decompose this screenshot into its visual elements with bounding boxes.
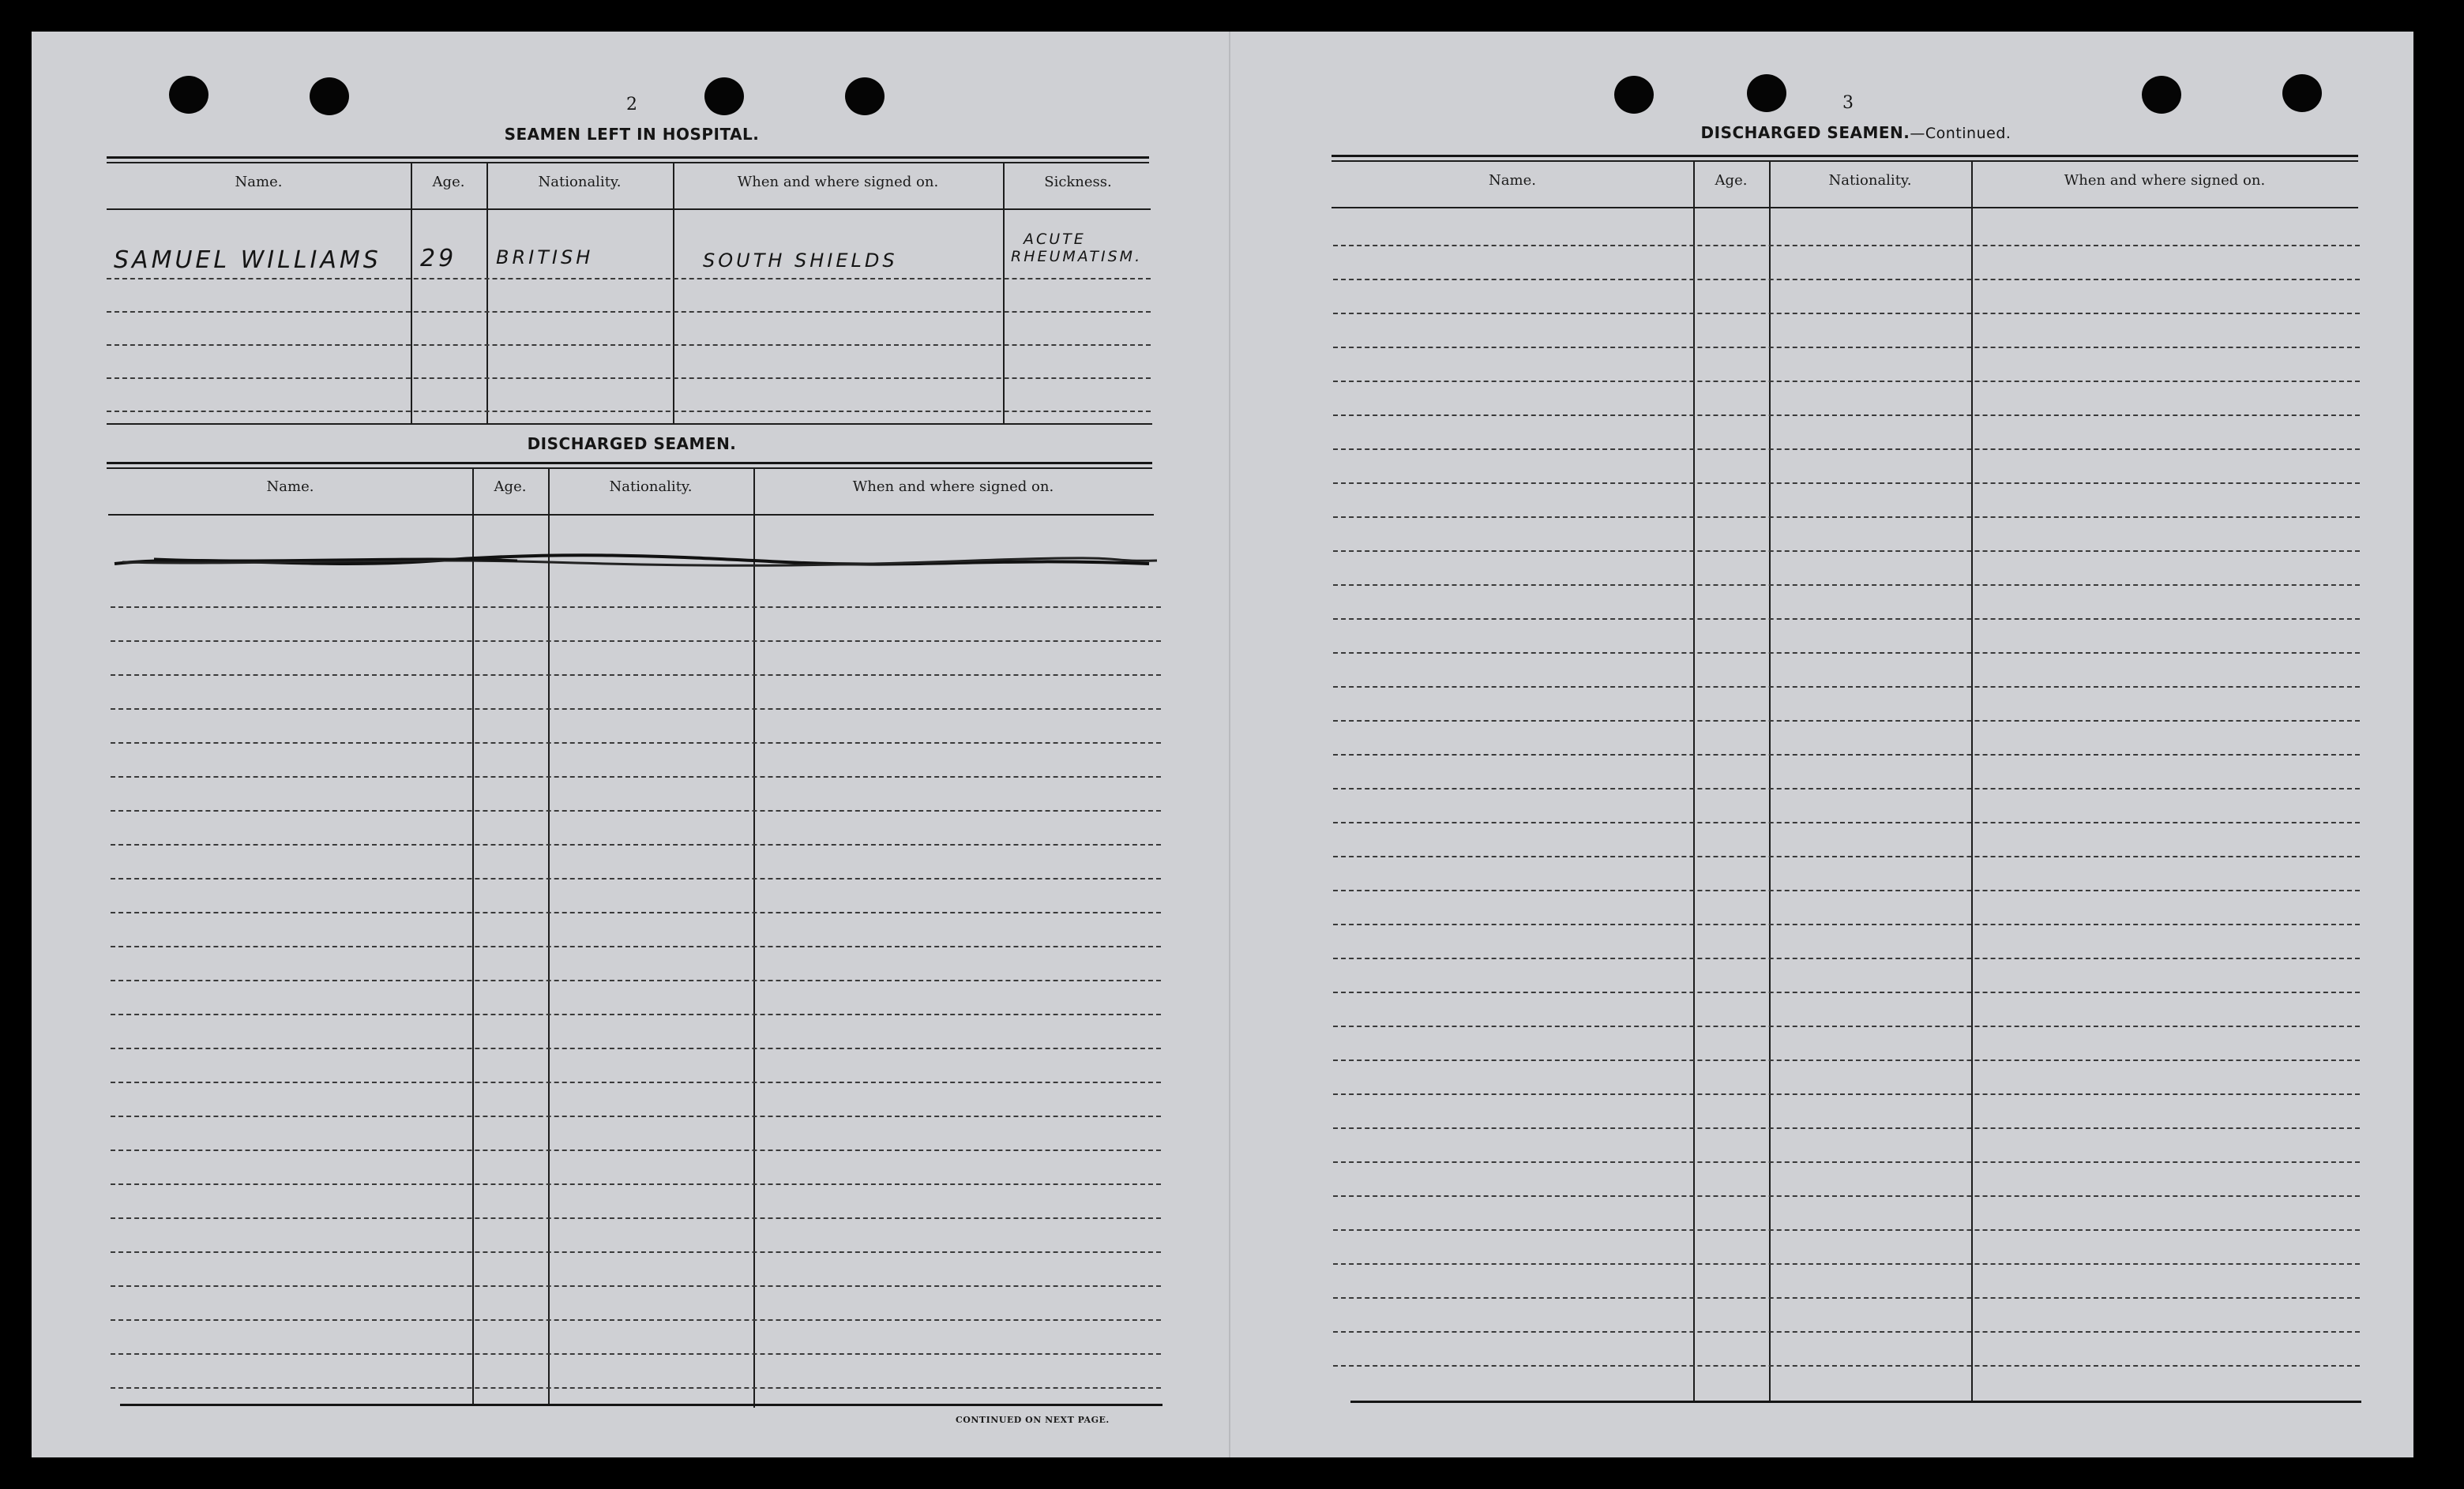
discharged-section-title: DISCHARGED SEAMEN. xyxy=(527,434,737,453)
col-divider xyxy=(472,468,474,1405)
entry-line xyxy=(111,1387,1161,1389)
entry-line xyxy=(1333,924,2360,925)
entry-line xyxy=(111,776,1161,778)
entry-line xyxy=(1333,313,2360,314)
punch-hole xyxy=(1747,74,1786,112)
hospital-top-rule xyxy=(107,156,1149,159)
entry-line xyxy=(111,606,1161,608)
entry-line xyxy=(111,742,1161,744)
entry-line xyxy=(1333,1331,2360,1333)
entry-line xyxy=(111,1014,1161,1015)
right-page xyxy=(1232,32,2413,1457)
hospital-section-title: SEAMEN LEFT IN HOSPITAL. xyxy=(504,125,760,144)
entry-line xyxy=(111,946,1161,947)
hospital-entry-age: 29 xyxy=(420,245,457,272)
punch-hole xyxy=(2282,74,2322,112)
struck-out-entry xyxy=(107,546,1165,578)
hospital-header-rule xyxy=(107,208,1151,210)
left-page xyxy=(32,32,1232,1457)
entry-line xyxy=(1333,1161,2360,1163)
col-divider xyxy=(673,163,674,423)
column-header-signed-on: When and where signed on. xyxy=(2064,172,2266,189)
entry-line xyxy=(1333,279,2360,280)
column-header-name: Name. xyxy=(235,174,283,190)
entry-line xyxy=(111,674,1161,676)
entry-line xyxy=(111,980,1161,981)
entry-line xyxy=(1333,414,2360,416)
punch-hole xyxy=(169,76,208,114)
entry-line xyxy=(111,708,1161,710)
col-divider xyxy=(548,468,550,1406)
entry-line xyxy=(1333,754,2360,756)
entry-line xyxy=(111,810,1161,812)
entry-line xyxy=(111,912,1161,913)
table-top-rule-2 xyxy=(1332,160,2358,162)
entry-line xyxy=(1333,1127,2360,1129)
discharged-top-rule-2 xyxy=(107,467,1152,469)
page-number: 2 xyxy=(626,95,637,114)
entry-line xyxy=(111,1116,1161,1117)
entry-line xyxy=(1333,1093,2360,1095)
punch-hole xyxy=(2142,76,2181,114)
entry-line xyxy=(1333,720,2360,722)
entry-line xyxy=(1333,1026,2360,1027)
entry-line xyxy=(1333,1195,2360,1197)
entry-line xyxy=(111,1353,1161,1355)
entry-line xyxy=(107,311,1151,313)
page-number: 3 xyxy=(1842,93,1854,113)
entry-line xyxy=(1333,550,2360,552)
entry-line xyxy=(1333,856,2360,857)
hospital-entry-sickness-line1: ACUTE xyxy=(1024,231,1086,248)
column-header-signed-on: When and where signed on. xyxy=(737,174,939,190)
col-divider xyxy=(753,468,755,1408)
entry-line xyxy=(1333,822,2360,823)
table-header-rule xyxy=(1332,207,2358,208)
entry-line xyxy=(111,1183,1161,1185)
hospital-entry-sickness-line2: RHEUMATISM. xyxy=(1011,248,1143,265)
discharged-bottom-rule xyxy=(120,1404,1163,1406)
document-paper xyxy=(32,32,2413,1457)
entry-line xyxy=(1333,890,2360,891)
punch-hole xyxy=(845,77,885,115)
entry-line xyxy=(1333,992,2360,993)
section-title-continued: —Continued. xyxy=(1910,125,2011,142)
entry-line xyxy=(1333,686,2360,688)
entry-line xyxy=(107,411,1151,412)
table-top-rule xyxy=(1332,155,2358,157)
table-bottom-rule xyxy=(1350,1401,2361,1403)
discharged-top-rule xyxy=(107,462,1152,464)
column-header-name: Name. xyxy=(266,478,314,495)
entry-line xyxy=(1333,618,2360,620)
column-header-name: Name. xyxy=(1489,172,1536,189)
entry-line xyxy=(111,1251,1161,1253)
hospital-entry-nationality: BRITISH xyxy=(496,246,594,268)
entry-line xyxy=(111,1217,1161,1219)
discharged-continued-title xyxy=(1579,123,2132,142)
entry-line xyxy=(111,878,1161,880)
section-title-text: DISCHARGED SEAMEN. xyxy=(1700,123,1910,142)
entry-line xyxy=(1333,958,2360,959)
col-divider xyxy=(486,163,488,423)
column-header-age: Age. xyxy=(1715,172,1748,189)
entry-line xyxy=(1333,1263,2360,1265)
hospital-entry-signed-on: SOUTH SHIELDS xyxy=(703,249,898,272)
hospital-bottom-rule xyxy=(107,423,1152,425)
column-header-nationality: Nationality. xyxy=(609,478,693,495)
punch-hole xyxy=(1614,76,1654,114)
entry-line xyxy=(111,1319,1161,1321)
discharged-header-rule xyxy=(108,514,1154,516)
entry-line xyxy=(107,377,1151,379)
column-header-age: Age. xyxy=(432,174,465,190)
entry-line xyxy=(1333,1229,2360,1231)
entry-line xyxy=(1333,1297,2360,1299)
entry-line xyxy=(1333,347,2360,348)
col-divider xyxy=(1003,163,1005,423)
entry-line xyxy=(111,844,1161,846)
entry-line xyxy=(111,640,1161,642)
entry-line xyxy=(1333,1060,2360,1061)
punch-hole xyxy=(704,77,744,115)
hospital-entry-name: SAMUEL WILLIAMS xyxy=(114,246,381,274)
entry-line xyxy=(1333,482,2360,484)
entry-line xyxy=(111,1150,1161,1151)
entry-line xyxy=(1333,788,2360,790)
entry-line xyxy=(1333,1365,2360,1367)
column-header-signed-on: When and where signed on. xyxy=(852,478,1054,495)
entry-line xyxy=(111,1285,1161,1287)
column-header-nationality: Nationality. xyxy=(538,174,622,190)
entry-line xyxy=(1333,245,2360,246)
punch-hole xyxy=(310,77,349,115)
column-header-age: Age. xyxy=(494,478,527,495)
entry-line xyxy=(1333,381,2360,382)
entry-line xyxy=(111,1048,1161,1049)
column-header-sickness: Sickness. xyxy=(1044,174,1112,190)
column-header-nationality: Nationality. xyxy=(1828,172,1912,189)
entry-line xyxy=(107,278,1151,279)
entry-line xyxy=(107,344,1151,346)
entry-line xyxy=(1333,516,2360,518)
continued-note: CONTINUED ON NEXT PAGE. xyxy=(956,1415,1110,1425)
entry-line xyxy=(111,1082,1161,1083)
entry-line xyxy=(1333,584,2360,586)
col-divider xyxy=(411,163,412,423)
entry-line xyxy=(1333,448,2360,450)
hospital-top-rule-2 xyxy=(107,162,1149,163)
entry-line xyxy=(1333,652,2360,654)
